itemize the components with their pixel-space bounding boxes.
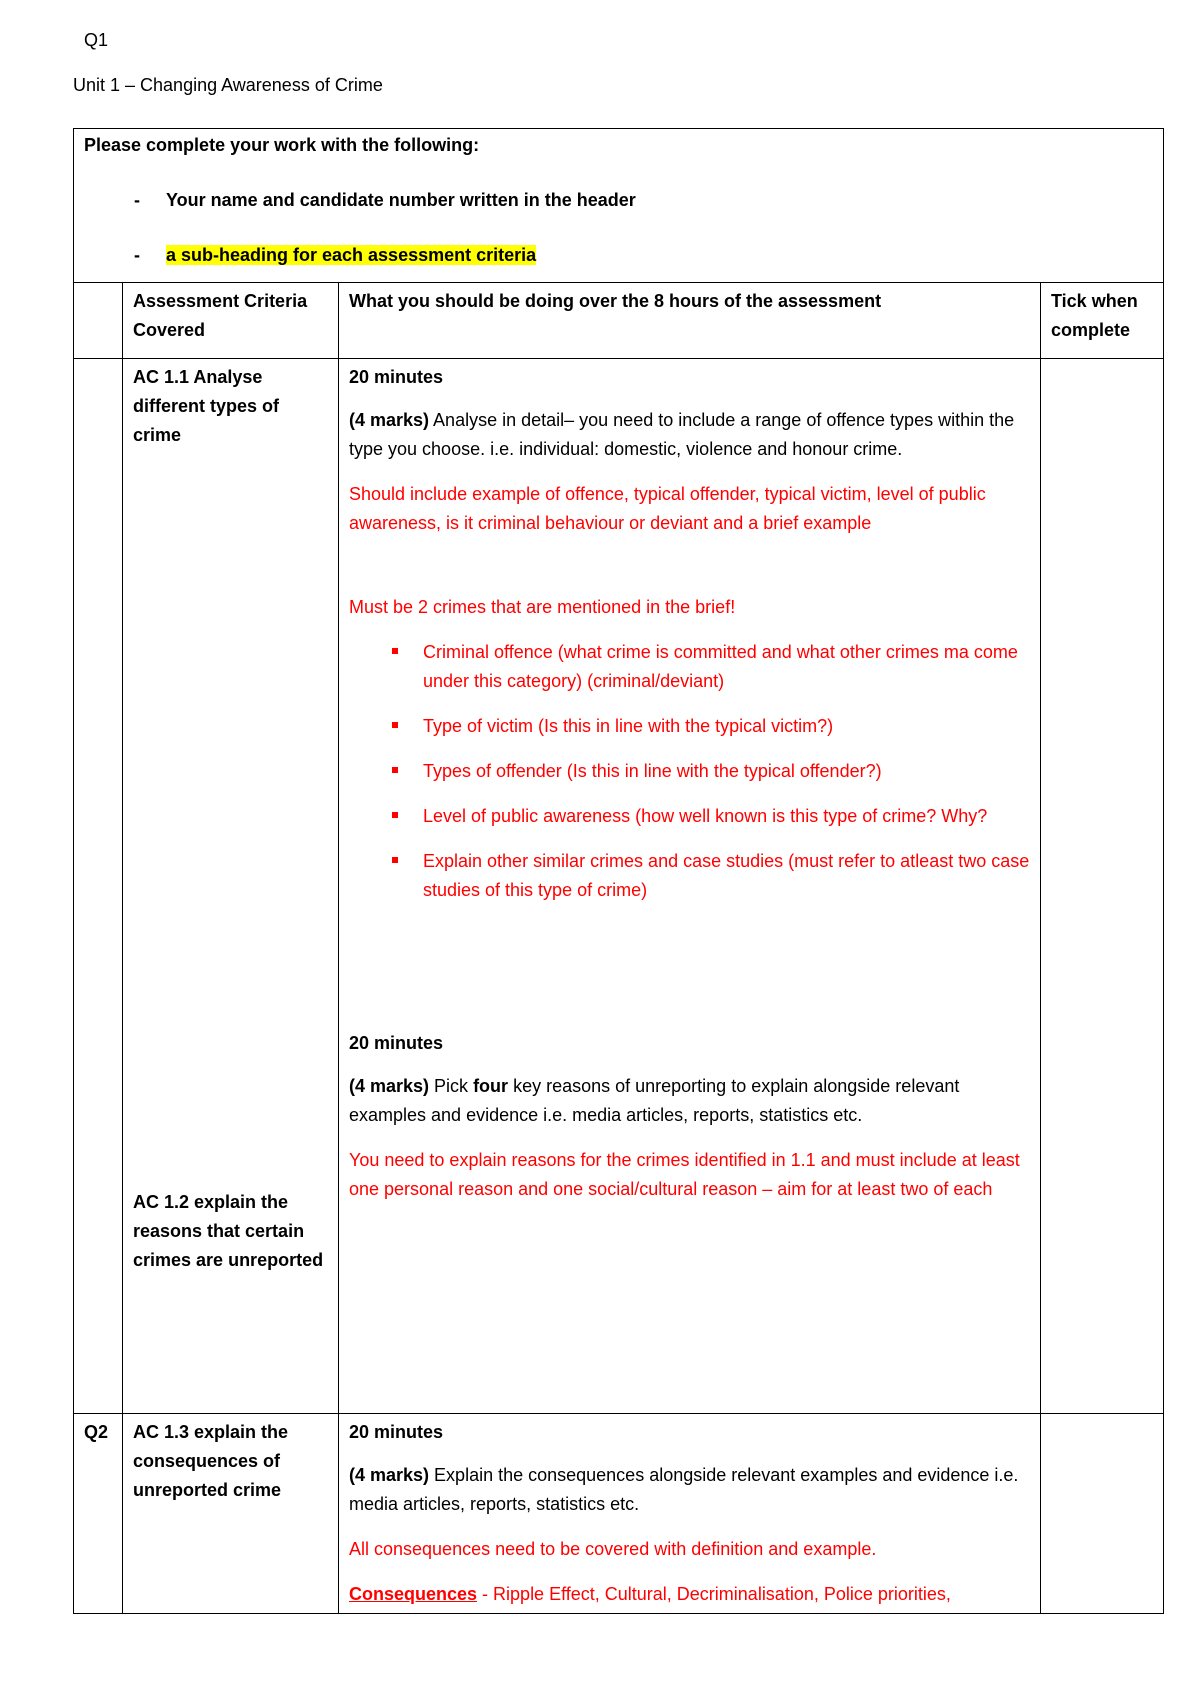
ac13-time: 20 minutes (349, 1422, 444, 1442)
ac11-bullet: Criminal offence (what crime is committed and what other crimes ma come under this category) (criminal/deviant) (349, 638, 1030, 696)
page-header: Unit 1 – Changing Awareness of Crime (73, 75, 383, 95)
ac12-guidance: You need to explain reasons for the crimes identified in 1.1 and must include at least one personal reason and one social/cultural reason – aim for at least two of each (349, 1150, 1020, 1199)
ac11-bullet: Types of offender (Is this in line with the typical offender?) (349, 757, 1030, 786)
ac11-brief-note: Must be 2 crimes that are mentioned in the brief! (349, 597, 736, 617)
criteria-header: Assessment Criteria Covered (123, 283, 339, 359)
q1-row (74, 359, 1164, 1414)
what-header: What you should be doing over the 8 hours of the assessment (339, 283, 1041, 359)
q1-label: Q1 (84, 30, 109, 50)
ac11-criteria: AC 1.1 Analyse different types of crime (133, 367, 280, 445)
q2-row (74, 1414, 1164, 1614)
q1-tick-cell[interactable] (1041, 359, 1164, 1414)
ac11-bullet-list (349, 638, 1030, 905)
square-bullet-icon (392, 767, 398, 773)
instructions-row (74, 129, 1164, 283)
ac13-consequences: Consequences - Ripple Effect, Cultural, Decriminalisation, Police priorities, (349, 1584, 951, 1604)
q1-label-cell (74, 30, 123, 1414)
instructions-cell (74, 129, 1164, 283)
ac11-bullet: Explain other similar crimes and case studies (must refer to atleast two case studies of this type of crime) (349, 847, 1030, 905)
q1-criteria-cell (123, 359, 339, 1414)
ac12-criteria: AC 1.2 explain the reasons that certain crimes are unreported (133, 1192, 324, 1270)
ac11-time: 20 minutes (349, 367, 444, 387)
instruction-item: - Your name and candidate number written in the header (84, 186, 1153, 215)
tick-header: Tick when complete (1041, 283, 1164, 359)
q2-tick-cell[interactable] (1041, 1414, 1164, 1614)
ac11-guidance: Should include example of offence, typical offender, typical victim, level of public awareness, is it criminal behaviour or deviant and a brief example (349, 484, 986, 533)
ac13-marks-paragraph: (4 marks) Explain the consequences alongside relevant examples and evidence i.e. media articles, reports, statistics etc. (349, 1465, 1019, 1514)
ac12-time: 20 minutes (349, 1033, 444, 1053)
ac11-bullet: Type of victim (Is this in line with the typical victim?) (349, 712, 1030, 741)
ac13-guidance: All consequences need to be covered with definition and example. (349, 1539, 877, 1559)
ac11-bullet: Level of public awareness (how well known is this type of crime? Why? (349, 802, 1030, 831)
ac12-marks-paragraph: (4 marks) Pick four key reasons of unreporting to explain alongside relevant examples and evidence i.e. media articles, reports, statistics etc. (349, 1076, 960, 1125)
instructions-title: Please complete your work with the following: (84, 135, 480, 155)
square-bullet-icon (392, 812, 398, 818)
square-bullet-icon (392, 857, 398, 863)
q1-content-cell (339, 359, 1041, 1414)
ac11-marks-paragraph: (4 marks) Analyse in detail– you need to include a range of offence types within the type you choose. i.e. individual: domestic, violence and honour crime. (349, 410, 1015, 459)
square-bullet-icon (392, 648, 398, 654)
ac13-criteria: AC 1.3 explain the consequences of unreported crime (123, 1414, 339, 1614)
instruction-item: - a sub-heading for each assessment criteria (84, 241, 1153, 270)
instructions-list (84, 186, 1153, 270)
empty-header-cell (74, 283, 123, 359)
column-header-row (74, 283, 1164, 359)
q2-label: Q2 (74, 1414, 123, 1614)
square-bullet-icon (392, 722, 398, 728)
q2-content-cell (339, 1414, 1041, 1614)
